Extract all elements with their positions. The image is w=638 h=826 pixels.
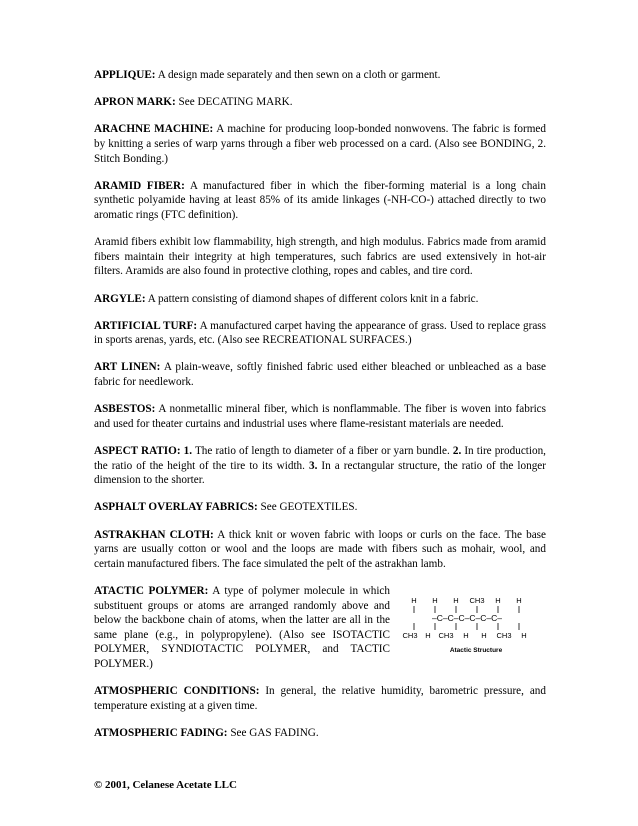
atom-label: H (495, 595, 501, 605)
term: APRON MARK: (94, 96, 176, 109)
term: ARACHNE MACHINE: (94, 123, 214, 136)
term: ASPECT RATIO: (94, 445, 181, 458)
term: ASPHALT OVERLAY FABRICS: (94, 501, 258, 514)
definition: A design made separately and then sewn on a cloth or garment. (155, 69, 441, 81)
atom-label: CH3 (438, 630, 454, 640)
definition: See DECATING MARK. (175, 96, 293, 109)
definition: A manufactured carpet having the appearance of grass. Used to replace grass in sports arenas, yards, etc. (Also see RECREATIONAL SURFACES.) (94, 319, 547, 347)
term: ASBESTOS: (94, 403, 156, 416)
definition: In general, the relative humidity, barometric pressure, and temperature existing at a given time. (94, 685, 546, 712)
entry-artificial-turf (94, 319, 546, 348)
atom-label: H (425, 630, 431, 640)
term: ATMOSPHERIC CONDITIONS: (94, 685, 260, 698)
atactic-text (94, 584, 390, 672)
copyright-footer: © 2001, Celanese Acetate LLC (94, 779, 237, 791)
definition: A pattern consisting of diamond shapes of different colors knit in a fabric. (145, 292, 479, 305)
atactic-structure-figure (400, 594, 548, 660)
atom-label: H (463, 630, 469, 640)
definition: See GEOTEXTILES. (257, 501, 358, 514)
backbone-chain: –C–C–C–C–C–C– (432, 612, 502, 623)
atom-label: CH3 (469, 595, 485, 605)
definition: A machine for producing loop-bonded nonwovens. The fabric is formed by knitting a series of warp yarns through a fiber web processed on a card. (Also see BONDING, 2. Stitch Bonding.) (94, 123, 546, 165)
sense-number: 2. (452, 445, 462, 458)
entry-asphalt-overlay-fabrics (94, 500, 546, 515)
entry-art-linen (94, 360, 546, 389)
atom-label: CH3 (496, 630, 512, 640)
entry-asbestos (94, 402, 546, 431)
entry-astrakhan-cloth (94, 528, 546, 572)
definition: In a rectangular structure, the ratio of the longer dimension to the shorter. (94, 459, 546, 487)
term: ART LINEN: (94, 361, 161, 374)
definition: A manufactured fiber in which the fiber-forming material is a long chain synthetic polyamide having at least 85% of its amide linkages (-NH-CO-) attached directly to two aromatic rings (FTC definition). (94, 179, 546, 221)
definition: Aramid fibers exhibit low flammability, high strength, and high modulus. Fabrics made from aramid fibers maintain their integrity at high temperatures, such fabrics are used extensively in hot-air filters. Aramids are also found in protective clothing, ropes and cables, and tire cord. (94, 236, 546, 278)
definition: A type of polymer molecule in which substituent groups or atoms are arranged randomly above and below the backbone chain of atoms, when the latter are all in the same plane (e.g., in polypropylene). (Also see ISOTACTIC POLYMER, SYNDIOTACTIC POLYMER, and TACTIC POLYMER.) (94, 584, 390, 670)
atom-label: H (481, 630, 487, 640)
entry-arachne-machine (94, 122, 546, 166)
term: ARAMID FIBER: (94, 179, 185, 192)
definition: A thick knit or woven fabric with loops or curls on the face. The base yarns are usually cotton or wool and the loops are made with fibers such as mohair, wool, and certain manufactured fibers. The face simulated the pelt of the astrakhan lamb. (94, 528, 546, 570)
entry-aramid-fiber (94, 179, 546, 223)
term: ATMOSPHERIC FADING: (94, 726, 228, 739)
entry-aramid-paragraph (94, 235, 546, 279)
atom-label: H (516, 595, 522, 605)
atom-label: H (453, 595, 459, 605)
atom-label: H (521, 630, 527, 640)
entry-apron-mark (94, 95, 546, 110)
atom-label: H (411, 595, 417, 605)
atom-label: CH3 (402, 630, 418, 640)
atactic-structure-svg (400, 594, 548, 660)
definition: In tire production, the ratio of the height of the tire to its width. (94, 445, 546, 472)
definition: A nonmetallic mineral fiber, which is nonflammable. The fiber is woven into fabrics and used for theater curtains and industrial uses where flame-resistant materials are needed. (94, 403, 546, 430)
term: ATACTIC POLYMER: (94, 584, 209, 597)
entry-atmospheric-fading (94, 726, 546, 741)
term: ARGYLE: (94, 292, 146, 305)
definition: See GAS FADING. (227, 726, 319, 739)
term: ASTRAKHAN CLOTH: (94, 528, 214, 541)
structure-caption: Atactic Structure (449, 646, 503, 654)
definition: A plain-weave, softly finished fabric used either bleached or unbleached as a base fabric for needlework. (94, 361, 546, 389)
entry-aspect-ratio (94, 444, 546, 488)
term: APPLIQUE: (94, 69, 156, 81)
atom-label: H (432, 595, 438, 605)
entry-atactic-polymer (94, 584, 546, 672)
entry-applique (94, 68, 546, 83)
sense-number: 3. (308, 459, 318, 472)
glossary-page (94, 68, 546, 753)
entry-atmospheric-conditions (94, 684, 546, 713)
term: ARTIFICIAL TURF: (94, 319, 198, 332)
sense-number: 1. (180, 445, 193, 458)
entry-argyle (94, 292, 546, 307)
definition: The ratio of length to diameter of a fiber or yarn bundle. (192, 445, 453, 458)
